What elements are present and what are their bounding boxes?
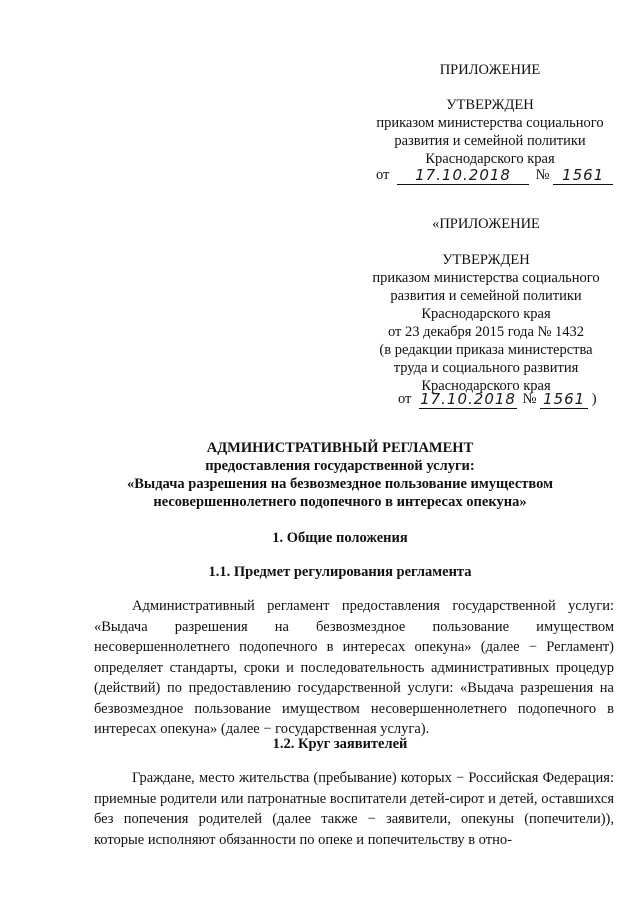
order-line: (в редакции приказа министерства bbox=[379, 342, 593, 358]
date-field bbox=[397, 167, 529, 185]
closing-paren: ) bbox=[591, 391, 597, 407]
handwritten-number: 1561 bbox=[543, 390, 586, 408]
document-subtitle: несовершеннолетнего подопечного в интересах опекуна» bbox=[153, 494, 527, 510]
section-heading: 1. Общие положения bbox=[272, 530, 408, 546]
order-line: развития и семейной политики bbox=[390, 288, 582, 304]
number-field bbox=[553, 167, 613, 185]
document-subtitle: «Выдача разрешения на безвозмездное пользование имуществом bbox=[126, 476, 553, 492]
date-prefix: от bbox=[376, 167, 390, 183]
order-line: от 23 декабря 2015 года № 1432 bbox=[387, 324, 585, 340]
body-paragraph: Административный регламент предоставления государственной услуги: «Выдача разрешения на безвозмездное пользование имуществом несовершеннолетнего подопечного в интересах опекуна» (далее − Регламент) определяет стандарты, сроки и последовательность административных процедур (действий) по предоставлению государственной услуги: «Выдача разрешения на безвозмездное пользование имуществом несовершеннолетнего подопечного в интересах опекуна» (далее − государственная услуга). bbox=[94, 598, 614, 737]
handwritten-date: 17.10.2018 bbox=[420, 390, 516, 408]
order-line: Краснодарского края bbox=[421, 378, 551, 394]
appendix-label: ПРИЛОЖЕНИЕ bbox=[439, 62, 541, 78]
date-field bbox=[419, 391, 517, 409]
order-line: развития и семейной политики bbox=[394, 133, 586, 149]
number-prefix: № bbox=[535, 167, 550, 183]
subsection-heading: 1.1. Предмет регулирования регламента bbox=[208, 564, 472, 580]
appendix-label: «ПРИЛОЖЕНИЕ bbox=[432, 216, 540, 232]
approved-label: УТВЕРЖДЕН bbox=[442, 252, 530, 268]
document-subtitle: предоставления государственной услуги: bbox=[205, 458, 475, 474]
order-line: приказом министерства социального bbox=[376, 115, 604, 131]
handwritten-number: 1561 bbox=[562, 166, 605, 184]
subsection-heading: 1.2. Круг заявителей bbox=[272, 736, 408, 752]
body-paragraph: Граждане, место жительства (пребывание) которых − Российская Федерация: приемные родители или патронатные воспитатели детей-сирот и детей, оставшихся без попечения родителей (далее также − заявители, опекуны (попечители)), которые исполняют обязанности по опеке и попечительству в отно- bbox=[94, 770, 614, 848]
document-title: АДМИНИСТРАТИВНЫЙ РЕГЛАМЕНТ bbox=[206, 440, 474, 456]
approved-label: УТВЕРЖДЕН bbox=[446, 97, 534, 113]
handwritten-date: 17.10.2018 bbox=[415, 166, 511, 184]
order-line: Краснодарского края bbox=[421, 306, 551, 322]
number-prefix: № bbox=[522, 391, 537, 407]
order-date-line bbox=[376, 167, 613, 185]
order-line: труда и социального развития bbox=[393, 360, 579, 376]
date-prefix: от bbox=[398, 391, 412, 407]
number-field bbox=[540, 391, 588, 409]
order-date-line bbox=[398, 391, 597, 409]
order-line: Краснодарского края bbox=[425, 151, 555, 167]
order-line: приказом министерства социального bbox=[372, 270, 600, 286]
